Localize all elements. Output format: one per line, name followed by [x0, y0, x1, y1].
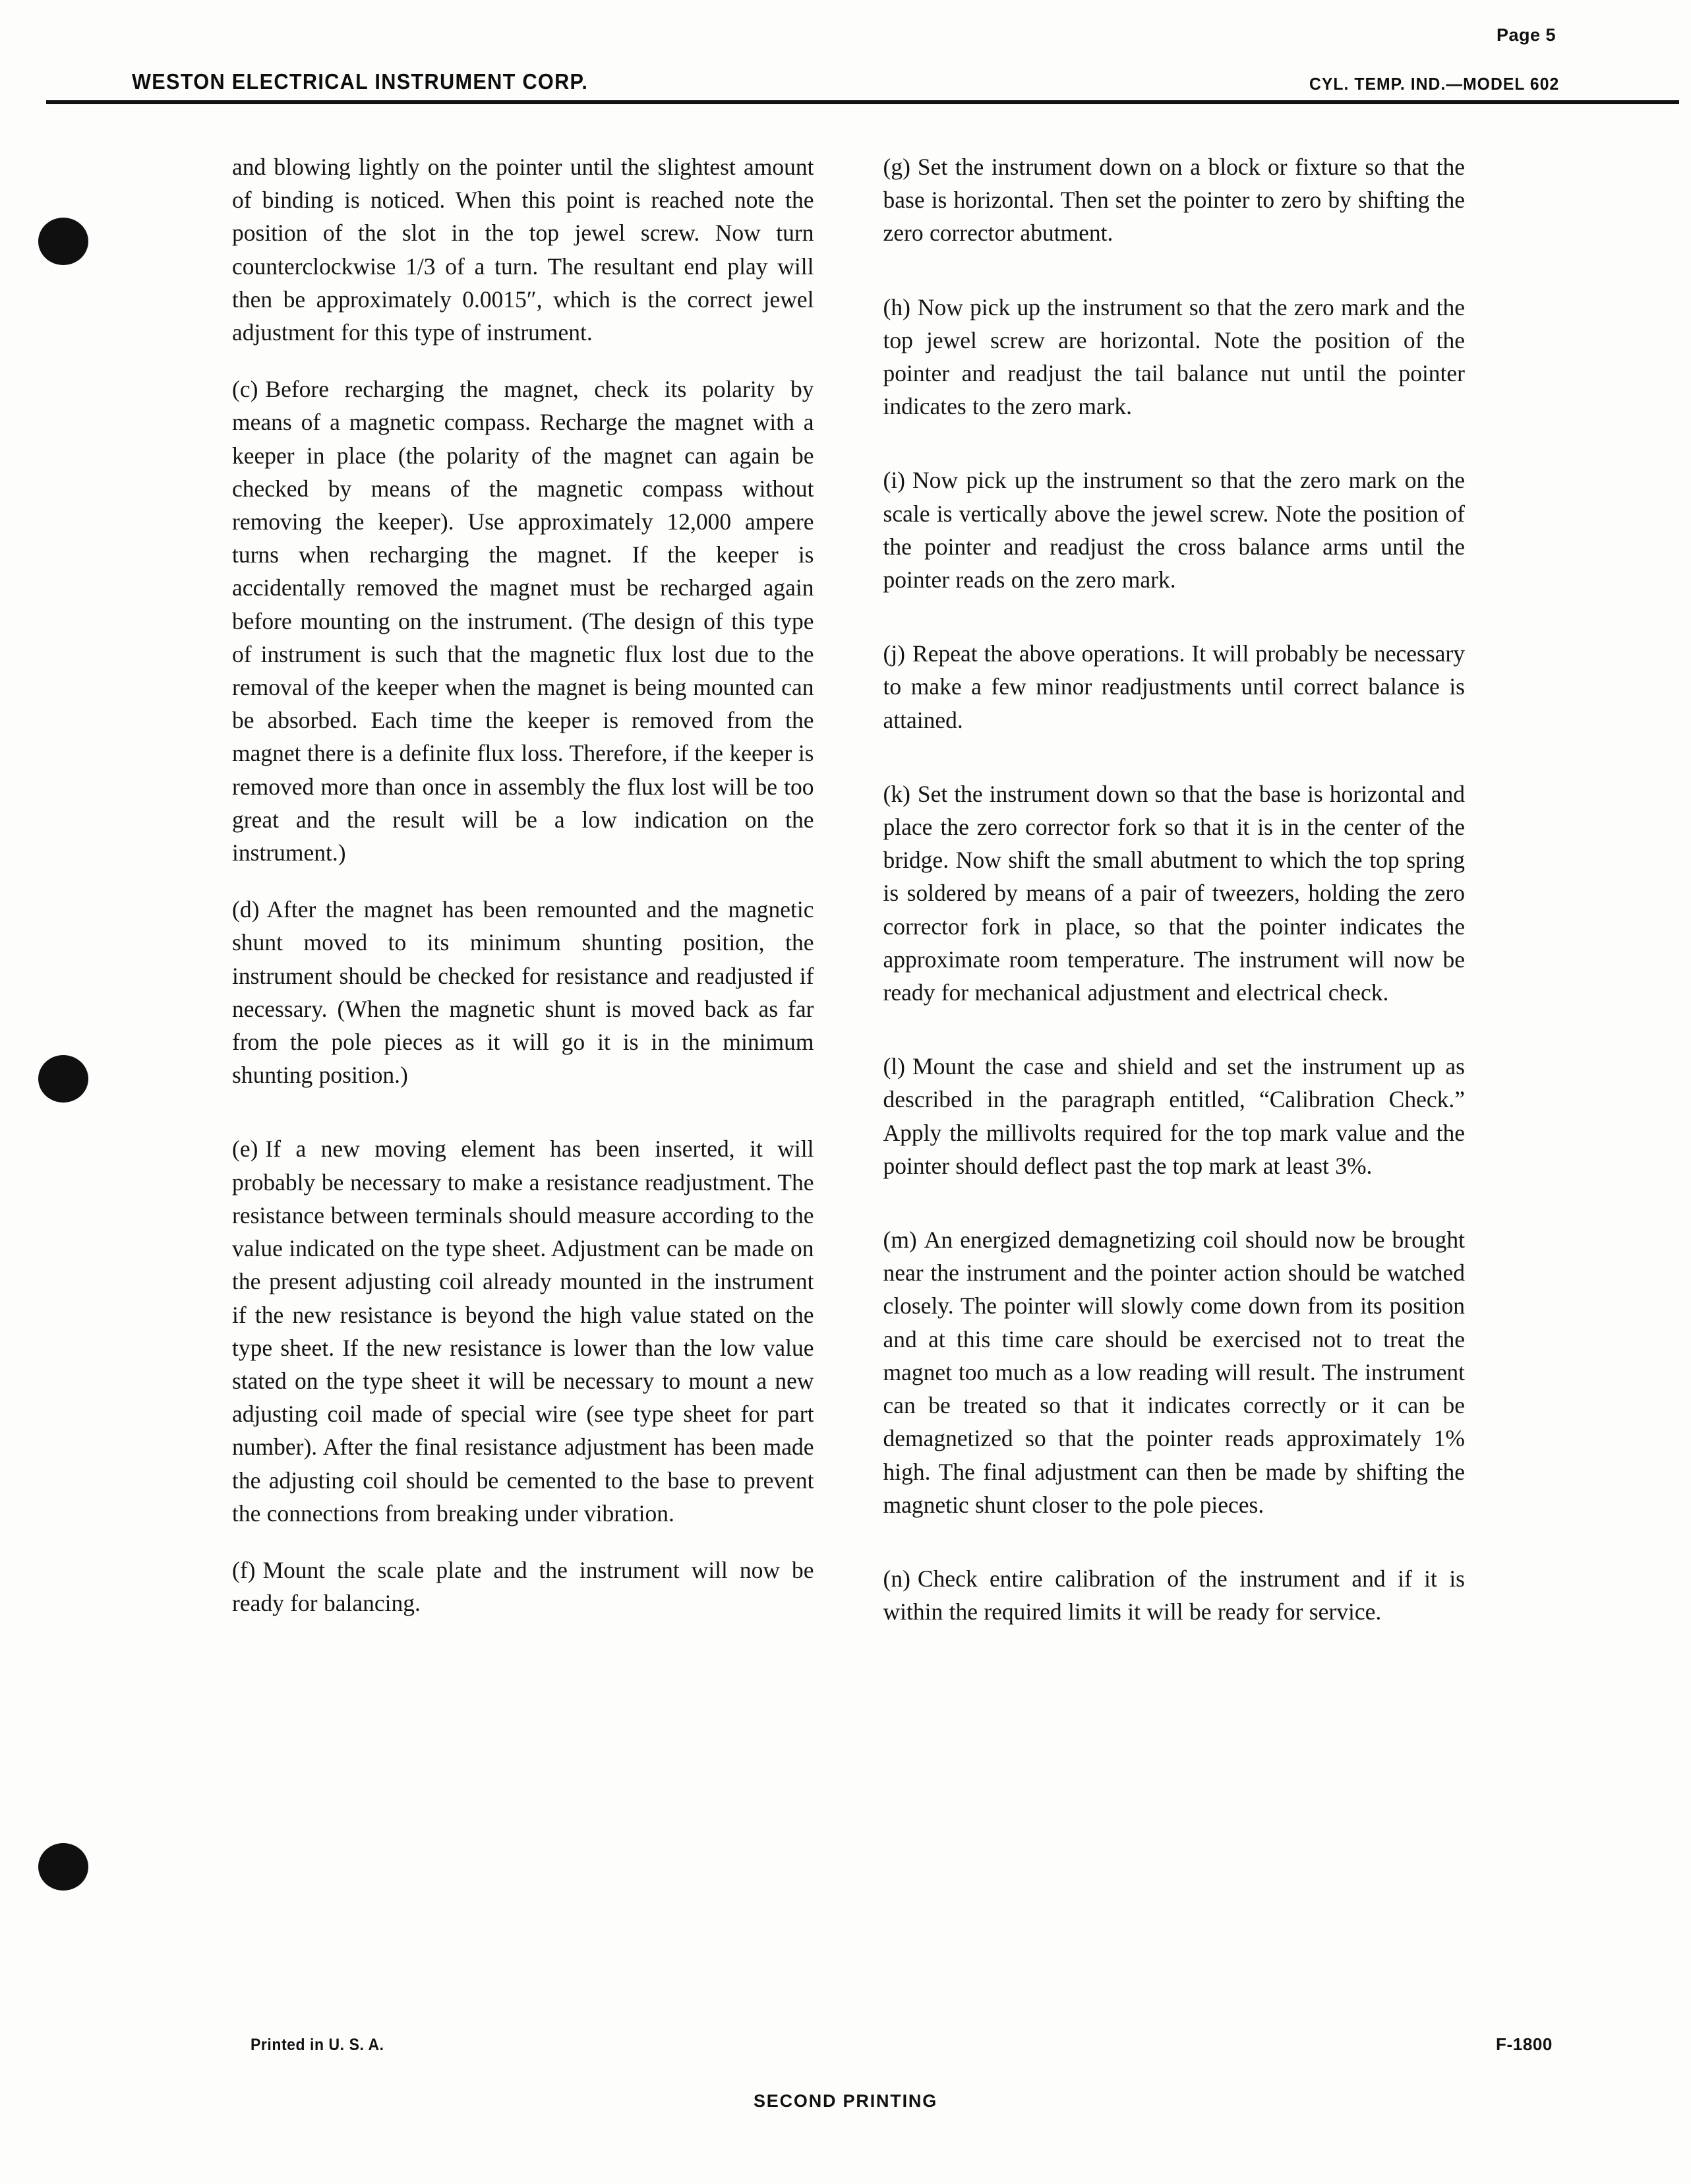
paragraph-label: (e): [232, 1136, 258, 1163]
paragraph-g: [883, 150, 1466, 250]
paragraph-f: [232, 1554, 814, 1620]
punch-hole-icon: [38, 1843, 88, 1891]
paragraph-label: (n): [883, 1565, 910, 1592]
paragraph-e: [232, 1132, 814, 1529]
left-column: [232, 150, 814, 1652]
paragraph-n: [883, 1562, 1466, 1628]
right-column: [883, 150, 1466, 1652]
paragraph-label: (h): [883, 293, 910, 320]
paragraph-j: [883, 637, 1466, 737]
paragraph-label: (i): [883, 467, 906, 494]
paragraph-text: Mount the case and shield and set the instrument up as described in the paragraph entitled, “Calibration Check.” Apply the millivolts required for the top mark value and the pointer should deflect past the top mark at least 3%.: [883, 1053, 1465, 1179]
paragraph-continuation: [232, 150, 814, 349]
paragraph-label: (m): [883, 1227, 917, 1254]
paragraph-c: [232, 373, 814, 869]
paragraph-text: Check entire calibration of the instrument and if it is within the required limits it will be ready for service.: [883, 1565, 1465, 1625]
form-number: F-1800: [1496, 2034, 1553, 2054]
paragraph-label: (k): [883, 780, 910, 807]
paragraph-text: Repeat the above operations. It will probably be necessary to make a few minor readjustments until correct balance is attained.: [883, 640, 1465, 733]
paragraph-text: Set the instrument down on a block or fixture so that the base is horizontal. Then set the pointer to zero by shifting the zero corrector abutment.: [883, 154, 1465, 247]
body-columns: [232, 150, 1465, 1652]
paragraph-text: and blowing lightly on the pointer until the slightest amount of binding is noticed. When this point is reached note the position of the slot in the top jewel screw. Now turn counterclockwise 1/3 of a turn. The resultant end play will then be approximately 0.0015″, which is the correct jewel adjustment for this type of instrument.: [232, 154, 814, 346]
paragraph-label: (j): [883, 640, 906, 667]
paragraph-text: Now pick up the instrument so that the zero mark on the scale is vertically above the jewel screw. Note the position of the pointer and readjust the cross balance arms until the pointer reads on the zero mark.: [883, 467, 1465, 593]
company-name: WESTON ELECTRICAL INSTRUMENT CORP.: [132, 69, 589, 94]
paragraph-text: If a new moving element has been inserted, it will probably be necessary to make a resistance readjustment. The resistance between terminals should measure according to the value indicated on the type sheet. Adjustment can be made on the present adjusting coil already mounted in the instrument if the new resistance is beyond the high value stated on the type sheet. If the new resistance is lower than the low value stated on the type sheet it will be necessary to mount a new adjusting coil made of special wire (see type sheet for part number). After the final resistance adjustment has been made the adjusting coil should be cemented to the base to prevent the connections from breaking under vibration.: [232, 1136, 814, 1527]
paragraph-label: (f): [232, 1556, 256, 1583]
paragraph-text: Before recharging the magnet, check its polarity by means of a magnetic compass. Recharge the magnet with a keeper in place (the polarity of the magnet can again be checked by means of the magnetic compass without removing the keeper). Use approximately 12,000 ampere turns when recharging the magnet. If the keeper is accidentally removed the magnet must be recharged again before mounting on the instrument. (The design of this type of instrument is such that the magnetic flux lost due to the removal of the keeper when the magnet is being mounted can be absorbed. Each time the keeper is removed from the magnet there is a definite flux loss. Therefore, if the keeper is removed more than once in assembly the flux lost will be too great and the result will be a low indication on the instrument.): [232, 376, 814, 866]
paragraph-d: [232, 893, 814, 1091]
page-number: Page 5: [1496, 25, 1556, 45]
paragraph-text: Set the instrument down so that the base is horizontal and place the zero corrector fork so that it is in the center of the bridge. Now shift the small abutment to which the top spring is soldered by means of a pair of tweezers, holding the zero corrector fork in place, so that the pointer indicates the approximate room temperature. The instrument will now be ready for mechanical adjustment and electrical check.: [883, 780, 1465, 1006]
paragraph-l: [883, 1050, 1466, 1182]
paragraph-label: (c): [232, 376, 258, 403]
paragraph-text: After the magnet has been remounted and the magnetic shunt moved to its minimum shunting position, the instrument should be checked for resistance and readjusted if necessary. (When the magnetic shunt is moved back as far from the pole pieces as it will go it is in the minimum shunting position.): [232, 896, 814, 1089]
punch-hole-icon: [38, 1055, 88, 1103]
document-identifier: CYL. TEMP. IND.—MODEL 602: [1309, 74, 1559, 94]
paragraph-m: [883, 1223, 1466, 1521]
paragraph-text: Mount the scale plate and the instrument will now be ready for balancing.: [232, 1556, 814, 1617]
paragraph-k: [883, 777, 1466, 1009]
punch-hole-icon: [38, 218, 88, 265]
paragraph-label: (g): [883, 154, 910, 180]
printing-edition-label: SECOND PRINTING: [753, 2091, 938, 2111]
header-divider: [46, 100, 1679, 104]
paragraph-i: [883, 464, 1466, 596]
page-header: [132, 63, 1559, 94]
printed-in-label: Printed in U. S. A.: [251, 2036, 384, 2054]
paragraph-h: [883, 291, 1466, 423]
paragraph-label: (d): [232, 896, 260, 923]
paragraph-text: An energized demagnetizing coil should now be brought near the instrument and the pointer action should be watched closely. The pointer will slowly come down from its position and at this time care should be exercised not to treat the magnet too much as a low reading will result. The instrument can be treated so that it indicates correctly or it can be demagnetized so that the pointer reads approximately 1% high. The final adjustment can then be made by shifting the magnetic shunt closer to the pole pieces.: [883, 1227, 1465, 1518]
paragraph-label: (l): [883, 1053, 906, 1080]
paragraph-text: Now pick up the instrument so that the zero mark and the top jewel screw are horizontal. Note the position of the pointer and readjust the tail balance nut until the pointer indicates to the zero mark.: [883, 293, 1465, 420]
